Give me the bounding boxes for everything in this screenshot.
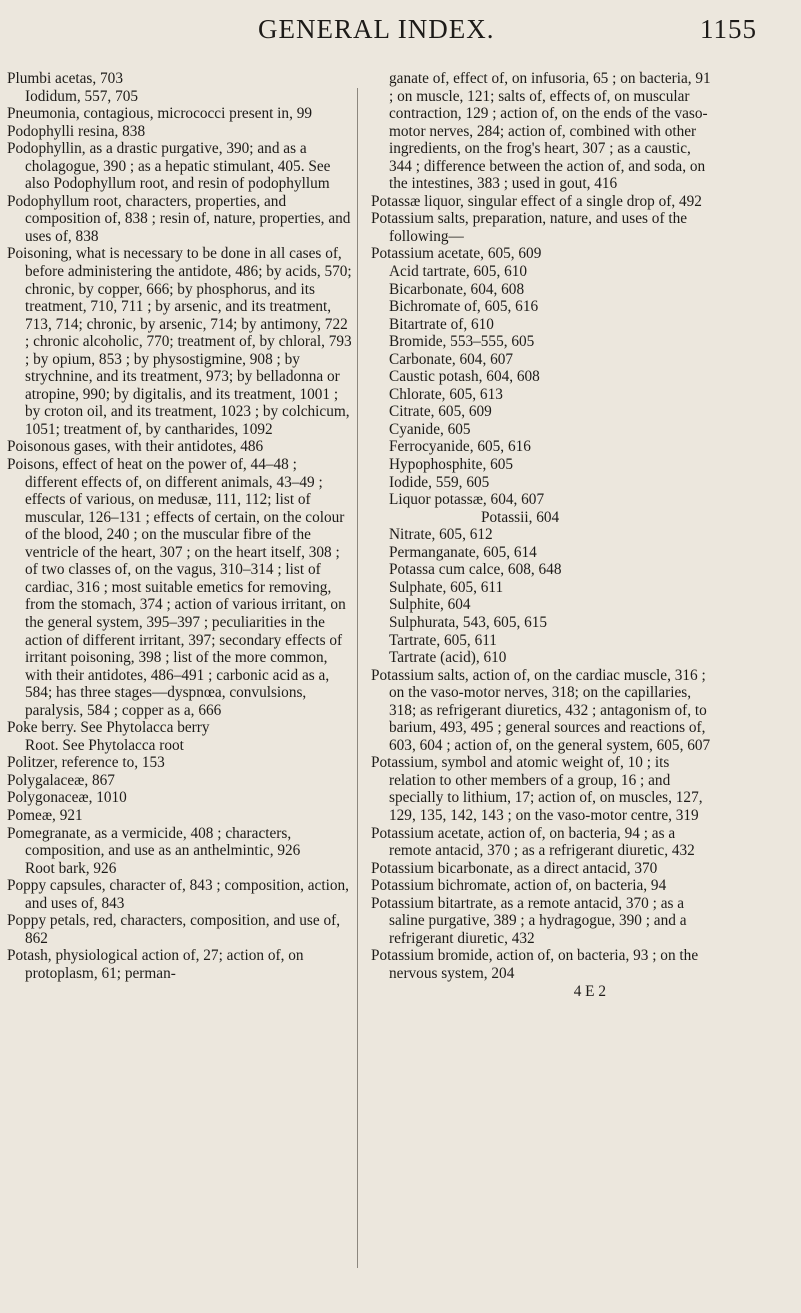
index-subentry: Caustic potash, 604, 608 [389, 368, 540, 386]
index-entry: Polygalaceæ, 867 [7, 771, 115, 789]
index-entry: Poppy capsules, character of, 843 ; composition, action, and uses of, 843 [7, 877, 349, 912]
index-subentry: Ferrocyanide, 605, 616 [389, 438, 531, 456]
index-entry: Potassium bromide, action of, on bacteria, 93 ; on the nervous system, 204 [371, 947, 699, 982]
index-entry: Plumbi acetas, 703 [7, 70, 123, 87]
index-entry: Pneumonia, contagious, micrococci present in, 99 [7, 105, 313, 123]
index-entry: Pomeæ, 921 [7, 806, 83, 824]
index-subentry: Iodide, 559, 605 [389, 473, 490, 491]
index-entry: Poisoning, what is necessary to be done in all cases of, before administering the antidote, 486; by acids, 570; chronic, by copper, 666; by phosphorus, and its treatment, 710, 711 ; by arsenic, and its treatment, 713, 714; chronic, by arsenic, 714; by antimony, 722 ; chronic alcoholic, 770; treatment of, by chloral, 793 ; by opium, 853 ; by physostigmine, 908 ; by strychnine, and its treatment, 973; by belladonna or atropine, 990; by digitalis, and its treatment, 1001 ; by croton oil, and its treatment, 1023 ; by colchicum, 1051; treatment of, by cantharides, 1092 [7, 245, 352, 438]
index-subentry: Nitrate, 605, 612 [389, 526, 493, 544]
index-subentry: Bichromate of, 605, 616 [389, 298, 539, 316]
index-entry: ganate of, effect of, on infusoria, 65 ; on bacteria, 91 ; on muscle, 121; salts of, effects of, on muscular contraction, 129 ; action of, on the ends of the vaso-motor nerves, 284; action of, combined with other ingredients, on the frog's heart, 307 ; as a caustic, 344 ; difference between the action of, and soda, on the intestines, 383 ; used in gout, 416 [389, 70, 711, 193]
index-entry: Poisonous gases, with their antidotes, 486 [7, 438, 264, 456]
index-entry: Potassium bitartrate, as a remote antacid, 370 ; as a saline purgative, 389 ; a hydragogue, 390 ; and a refrigerant diuretic, 432 [371, 894, 687, 947]
index-subentry: Hypophosphite, 605 [389, 456, 514, 474]
index-subentry: Root bark, 926 [25, 859, 117, 877]
index-subentry: Cyanide, 605 [389, 420, 471, 438]
index-entry: Politzer, reference to, 153 [7, 754, 165, 772]
index-subentry: Permanganate, 605, 614 [389, 543, 537, 561]
index-entry: Potash, physiological action of, 27; action of, on protoplasm, 61; perman- [7, 947, 304, 982]
index-subentry: Potassii, 604 [481, 508, 560, 526]
index-subentry: Bitartrate of, 610 [389, 315, 494, 333]
index-entry: Pomegranate, as a vermicide, 408 ; characters, composition, and use as an anthelmintic, 926 [7, 824, 301, 860]
index-entry: Poppy petals, red, characters, composition, and use of, 862 [7, 912, 341, 947]
index-subentry: Sulphurata, 543, 605, 615 [389, 613, 548, 631]
signature-mark: 4 E 2 [573, 983, 606, 1001]
index-subentry: Potassa cum calce, 608, 648 [389, 561, 562, 579]
index-subentry: Iodidum, 557, 705 [25, 87, 139, 105]
running-head [0, 14, 801, 54]
index-subentry: Sulphite, 604 [389, 596, 471, 614]
page-title: GENERAL INDEX. [258, 14, 495, 44]
index-subentry: Tartrate (acid), 610 [389, 649, 507, 667]
index-subentry: Citrate, 605, 609 [389, 403, 492, 421]
page-number: 1155 [700, 14, 757, 44]
index-entry: Potassium acetate, 605, 609 [371, 245, 542, 263]
index-entry: Potassium acetate, action of, on bacteria, 94 ; as a remote antacid, 370 ; as a refrigerant diuretic, 432 [371, 824, 695, 860]
index-entry: Podophyllin, as a drastic purgative, 390; and as a cholagogue, 390 ; as a hepatic stimulant, 405. See also Podophyllum root, and resin of podophyllum [7, 140, 331, 193]
left-column [7, 70, 352, 982]
index-entry: Podophyllum root, characters, properties, and composition of, 838 ; resin of, nature, properties, and uses of, 838 [7, 192, 351, 245]
index-entry: Podophylli resina, 838 [7, 122, 146, 140]
index-subentry: Root. See Phytolacca root [25, 736, 184, 754]
index-entry: Potassæ liquor, singular effect of a single drop of, 492 [371, 192, 702, 210]
index-subentry: Tartrate, 605, 611 [389, 631, 497, 649]
index-subentry: Bicarbonate, 604, 608 [389, 280, 525, 298]
index-subentry: Liquor potassæ, 604, 607 [389, 491, 545, 509]
index-entry: Potassium salts, action of, on the cardiac muscle, 316 ; on the vaso-motor nerves, 318; on the capillaries, 318; as refrigerant diuretics, 432 ; antagonism of, to barium, 493, 495 ; general sources and reactions of, 603, 604 ; action of, on the general system, 605, 607 [371, 666, 711, 754]
index-entry: Polygonaceæ, 1010 [7, 789, 127, 807]
index-entry: Poke berry. See Phytolacca berry [7, 719, 210, 737]
index-entry: Potassium, symbol and atomic weight of, 10 ; its relation to other members of a group, 16 ; and specially to lithium, 17; action of, on muscles, 127, 129, 135, 142, 143 ; on the vaso-motor centre, 319 [371, 754, 703, 824]
index-entry: Poisons, effect of heat on the power of, 44–48 ; different effects of, on different animals, 43–49 ; effects of various, on medusæ, 111, 112; list of muscular, 126–131 ; effects of certain, on the colour of the blood, 240 ; on the muscular fibre of the ventricle of the heart, 307 ; on the heart itself, 308 ; of two classes of, on the vagus, 310–314 ; list of cardiac, 316 ; most suitable emetics for removing, from the stomach, 374 ; action of various irritant, on the general system, 395–397 ; peculiarities in the action of different irritant, 397; secondary effects of irritant poisoning, 398 ; list of the more common, with their antidotes, 486–491 ; carbonic acid as a, 584; has three stages—dyspnœa, convulsions, paralysis, 584 ; copper as a, 666 [7, 456, 346, 719]
column-divider [357, 88, 358, 1268]
index-subentry: Chlorate, 605, 613 [389, 385, 503, 403]
index-subentry: Acid tartrate, 605, 610 [389, 263, 528, 281]
index-subentry: Bromide, 553–555, 605 [389, 333, 535, 351]
index-entry: Potassium bichromate, action of, on bacteria, 94 [371, 877, 667, 895]
right-column [371, 70, 716, 1001]
index-subentry: Carbonate, 604, 607 [389, 350, 514, 368]
index-entry: Potassium salts, preparation, nature, and uses of the following— [371, 210, 688, 245]
index-subentry: Sulphate, 605, 611 [389, 578, 504, 596]
index-entry: Potassium bicarbonate, as a direct antacid, 370 [371, 859, 658, 877]
